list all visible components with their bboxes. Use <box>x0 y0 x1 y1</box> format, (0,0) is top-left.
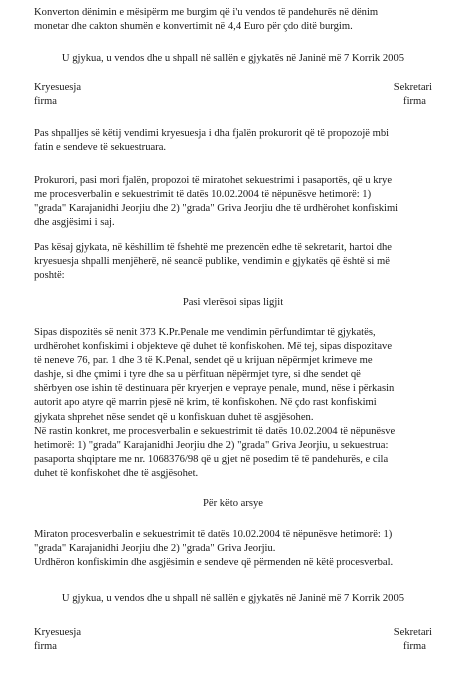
text-line: monetar dhe cakton shumën e konvertimit në 4,4 Euro për çdo ditë burgim. <box>34 21 353 33</box>
text-line: Prokurori, pasi mori fjalën, propozoi të miratohet sekuestrimi i pasaportës, që u krye <box>34 175 393 186</box>
announcement-2: U gjykua, u vendos dhe u shpall në sallën e gjykatës në Janinë më 7 Korrik 2005 <box>61 593 405 604</box>
text-line: dashje, si dhe çmimi i tyre dhe sa u përfituan nëpërmjet tyre, si dhe sendet që <box>34 369 361 381</box>
paragraph-law <box>34 326 430 481</box>
text-line: Pas shpalljes së këtij vendimi kryesuesja i dha fjalën prokurorit që të propozojë mbi <box>34 128 390 139</box>
signature-right-1 <box>394 81 432 109</box>
text-line: urdhërohet konfiskimi i objekteve që duhet të konfiskohen. Më tej, sipas dispozitave <box>34 341 393 353</box>
text-line: Në rastin konkret, me procesverbalin e sekuestrimit të datës 10.02.2004 të nëpunësve <box>34 425 396 437</box>
text-line: Urdhëron konfiskimin dhe asgjësimin e sendeve që përmenden në këtë procesverbal. <box>34 557 394 569</box>
text-line: gjykata shprehet nëse sendet që u konfiskuan duhet të asgjësohen. <box>34 411 314 423</box>
text-line: shërbyen ose ishin të destinuara për kryerjen e vepraye penale, mund, nëse i përkasin <box>34 383 395 395</box>
paragraph-court <box>34 241 430 283</box>
heading-pasi-vleresoi: Pasi vlerësoi sipas ligjit <box>182 297 284 308</box>
signature-mark: firma <box>34 96 57 107</box>
text-line: hetimorë: 1) "grada" Karajanidhi Jeorjiu dhe 2) "grada" Griva Jeorjiu, u sekuestrua: <box>34 439 389 451</box>
text-line: me procesverbalin e sekuestrimit të datës 10.02.2004 të nëpunësve hetimorë: 1) <box>34 189 372 201</box>
signature-left-1 <box>34 81 81 109</box>
text-line: Miraton procesverbalin e sekuestrimit të datës 10.02.2004 të nëpunësve hetimorë: 1) <box>34 529 393 540</box>
signature-title: Sekretari <box>393 82 432 93</box>
signature-left-2 <box>34 626 81 654</box>
paragraph-after-decision <box>34 127 430 155</box>
signature-mark: firma <box>403 96 426 107</box>
signature-title: Kryesuesja <box>34 627 82 638</box>
paragraph-ruling <box>34 528 430 570</box>
signature-title: Kryesuesja <box>34 82 82 93</box>
text-line: pasaporta shqiptare me nr. 1068376/98 që u gjet në posedim të të pandehurës, e cila <box>34 453 389 465</box>
text-line: kryesuesja shpalli menjëherë, në seancë publike, vendimin e gjykatës që është si më <box>34 256 390 268</box>
text-line: autorit apo atyre që marrin pjesë në krim, të konfiskohen. Në çdo rast konfiskimi <box>34 397 377 409</box>
paragraph-prosecutor <box>34 174 430 230</box>
signature-mark: firma <box>403 641 426 652</box>
text-line: Pas kësaj gjykata, në këshillim të fshehtë me prezencën edhe të sekretarit, hartoi dhe <box>34 242 392 253</box>
signature-right-2 <box>394 626 432 654</box>
signature-title: Sekretari <box>393 627 432 638</box>
text-line: fatin e sendeve të sekuestruara. <box>34 142 167 154</box>
signature-mark: firma <box>34 641 57 652</box>
text-line: Sipas dispozitës së nenit 373 K.Pr.Penale me vendimin përfundimtar të gjykatës, <box>34 327 376 338</box>
text-line: të neneve 76, par. 1 dhe 3 të K.Penal, sendet që u krijuan nëpërmjet krimeve me <box>34 355 373 367</box>
text-line: "grada" Karajanidhi Jeorjiu dhe 2) "grada" Griva Jeorjiu dhe të urdhërohet konfiskimi <box>34 203 399 215</box>
text-line: Konverton dënimin e mësipërm me burgim që i'u vendos të pandehurës në dënim <box>34 7 379 18</box>
announcement-1: U gjykua, u vendos dhe u shpall në sallën e gjykatës në Janinë më 7 Korrik 2005 <box>61 53 405 64</box>
text-line: poshtë: <box>34 270 65 282</box>
intro-paragraph <box>34 6 430 34</box>
heading-per-keto-arsye: Për këto arsye <box>202 498 263 509</box>
text-line: "grada" Karajanidhi Jeorjiu dhe 2) "grada" Griva Jeorjiu. <box>34 543 276 555</box>
text-line: dhe asgjësimi i saj. <box>34 217 115 229</box>
text-line: duhet të konfiskohet dhe të asgjësohet. <box>34 467 199 479</box>
